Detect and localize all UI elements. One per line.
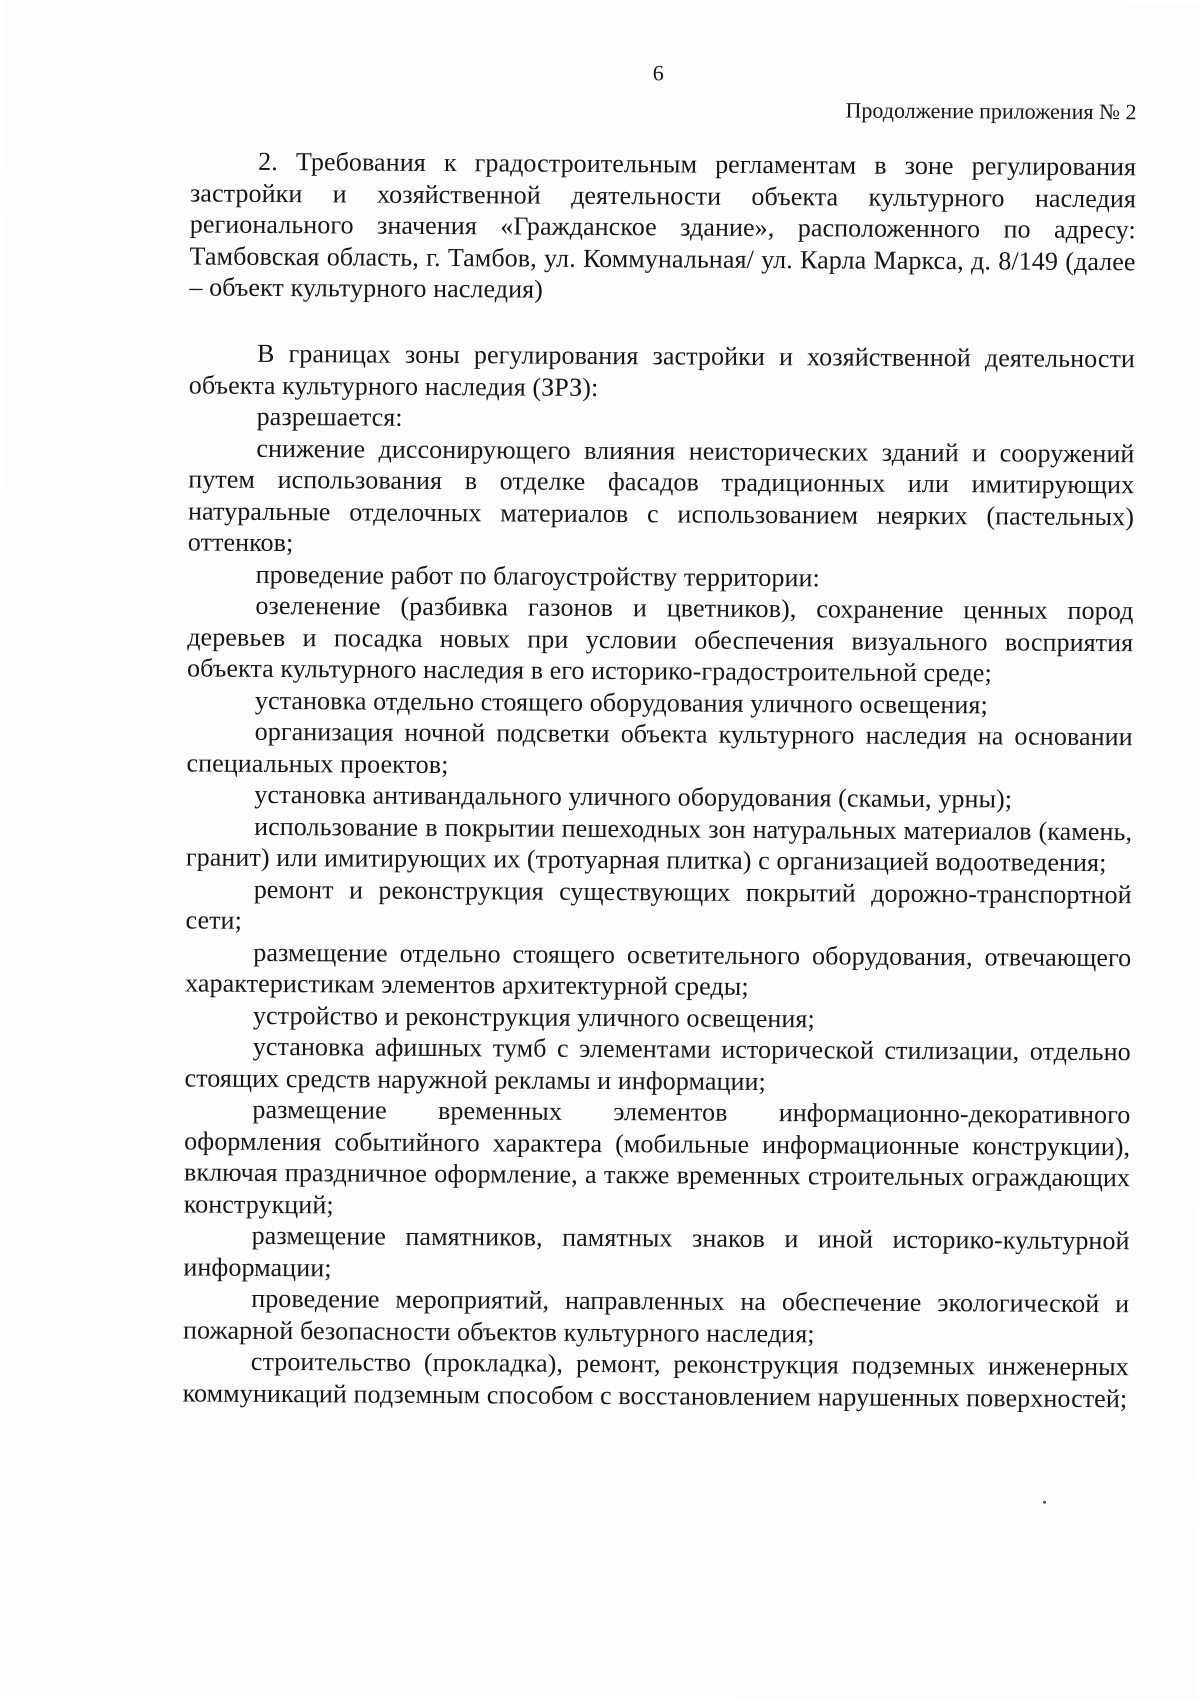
list-item: проведение работ по благоустройству территории: — [255, 559, 820, 592]
list-item: строительство (прокладка), ремонт, реконструкция подземных инженерных коммуникаций подземным способом с восстановлением нарушенных поверхностей; — [182, 1346, 1129, 1413]
list-item: устройство и реконструкция уличного освещения; — [252, 1000, 815, 1033]
appendix-continuation-note: Продолжение приложения № 2 — [845, 97, 1137, 125]
scan-speck — [1043, 1501, 1046, 1504]
list-item: размещение отдельно стоящего осветительного оборудования, отвечающего характеристикам элементов архитектурной среды; — [185, 937, 1132, 1001]
list-item: использование в покрытии пешеходных зон натуральных материалов (камень, гранит) или имитирующих их (тротуарная плитка) с организацией водоотведения; — [185, 811, 1133, 878]
section-heading: 2. Требования к градостроительным регламентам в зоне регулирования застройки и хозяйственной деятельности объекта культурного наследия регионального значения «Гражданское здание», расположенного по адресу: Тамбовская область, г. Тамбов, ул. Коммунальная/ ул. Карла Маркса, д. 8/149 (далее – объект культурного наследия) — [189, 146, 1137, 304]
paragraph-zone-intro: В границах зоны регулирования застройки и хозяйственной деятельности объекта культурного наследия (ЗРЗ): — [188, 338, 1136, 402]
paragraph-permitted-label: разрешается: — [256, 401, 403, 432]
list-item: проведение мероприятий, направленных на обеспечение экологической и пожарной безопасности объектов культурного наследия; — [182, 1283, 1130, 1348]
list-item: установка антивандального уличного оборудования (скамьи, урны); — [254, 779, 1013, 814]
document-body — [183, 337, 1136, 1414]
section-heading-block — [189, 145, 1136, 308]
list-item: организация ночной подсветки объекта культурного наследия на основании специальных проектов; — [186, 716, 1133, 779]
list-item: установка отдельно стоящего оборудования уличного освещения; — [254, 685, 988, 719]
page-number: 6 — [652, 60, 664, 86]
list-item: размещение временных элементов информационно-декоративного оформления событийного характера (мобильные информационные конструкции), включая праздничное оформление, а также временных строительных ограждающих конструкций; — [183, 1094, 1131, 1219]
list-item: озеленение (разбивка газонов и цветников), сохранение ценных пород деревьев и посадка новых при условии обеспечения визуального восприятия объекта культурного наследия в его историко-градостроительной среде; — [187, 590, 1134, 688]
list-item: размещение памятников, памятных знаков и иной историко-культурной информации; — [183, 1220, 1130, 1282]
list-item: ремонт и реконструкция существующих покрытий дорожно-транспортной сети; — [185, 874, 1132, 935]
list-item: снижение диссонирующего влияния неисторических зданий и сооружений путем использования в отделке фасадов традиционных или имитирующих натуральные отделочных материалов с использованием неярких (пастельных) оттенков; — [187, 433, 1135, 558]
list-item: установка афишных тумб с элементами исторической стилизации, отдельно стоящих средств наружной рекламы и информации; — [184, 1031, 1131, 1096]
